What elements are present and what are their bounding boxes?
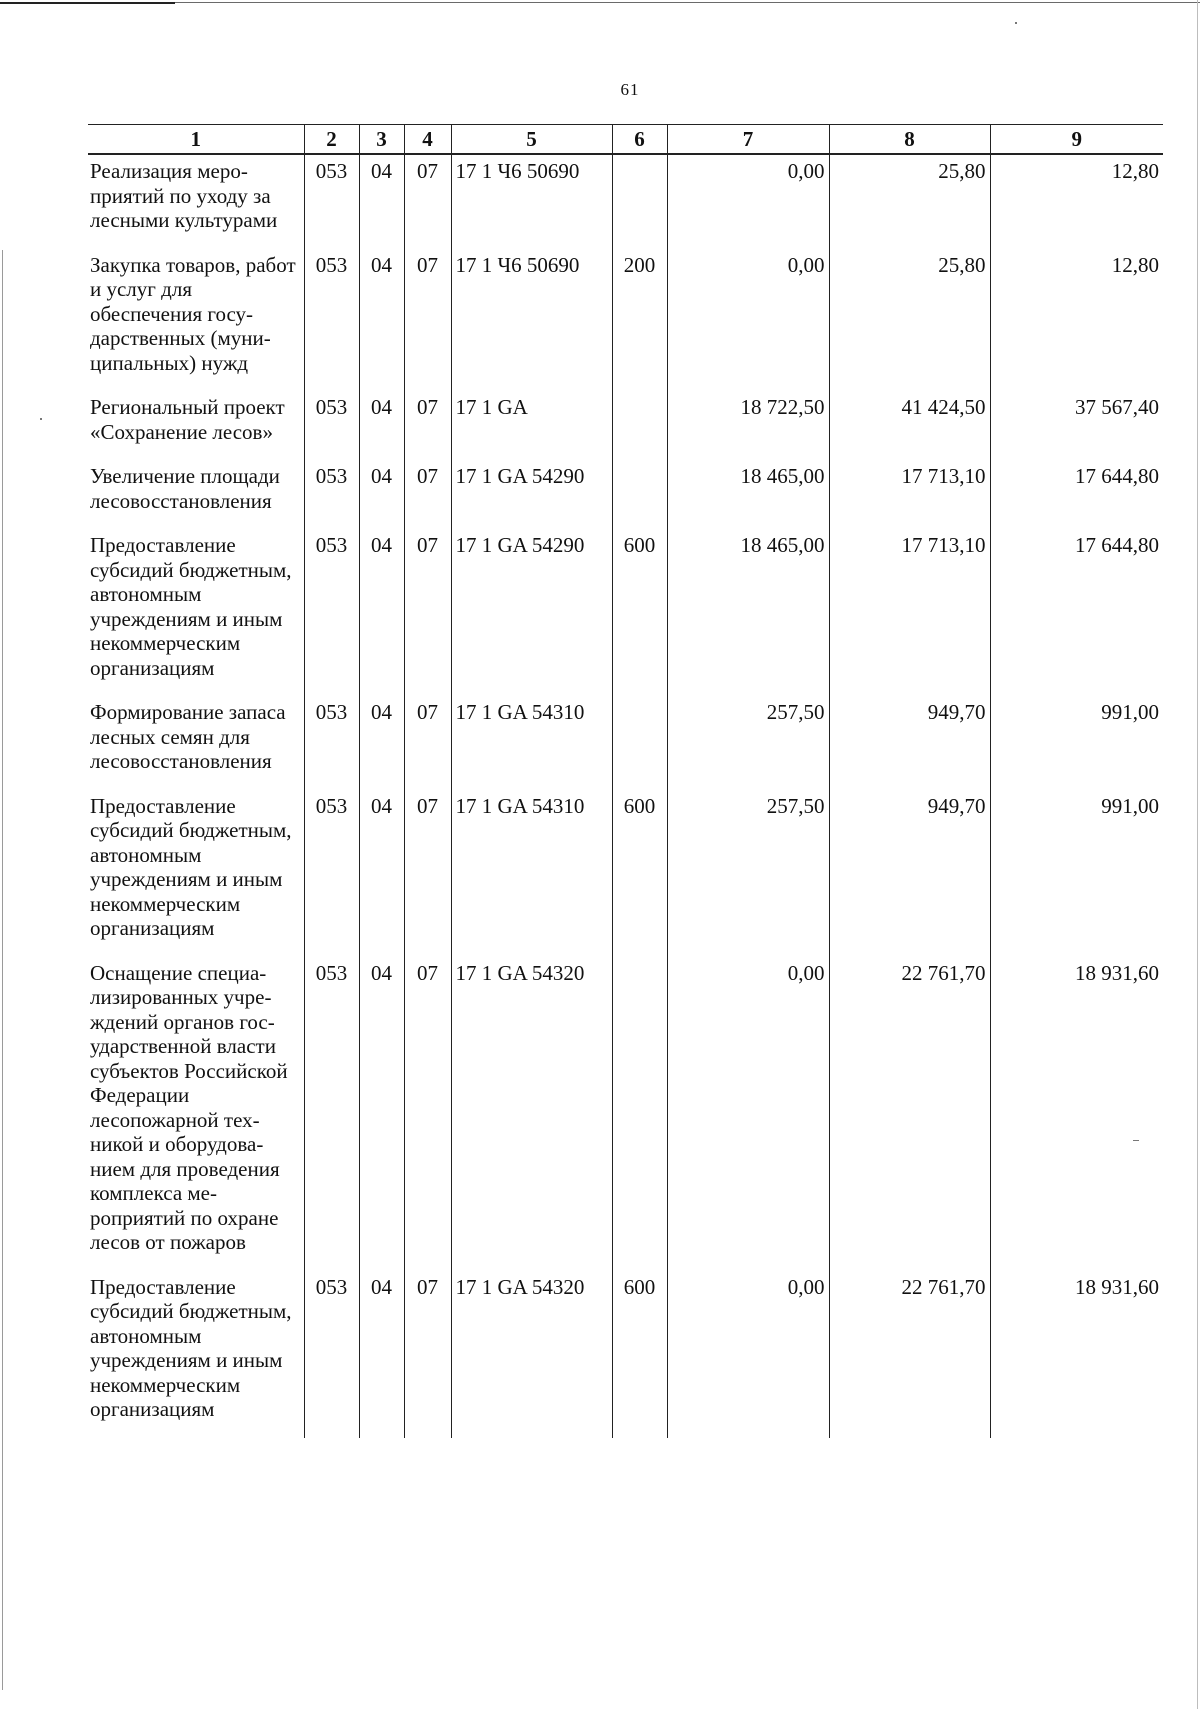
amount-col7: 257,50 [667,790,829,957]
ministry-code: 053 [304,391,359,460]
section-code: 04 [359,249,404,392]
subsection-code: 07 [404,957,451,1271]
amount-col8: 17 713,10 [829,460,990,529]
table-row [88,1271,1163,1438]
item-name: Оснащение специализированных учреждений органов государственной власти субъектов Российской Федерации лесопожарной техникой и оборудованием для проведения комплекса мероприятий по охране лесов от пожаров [90,960,288,1254]
table-header-row [88,125,1163,155]
column-header: 6 [612,125,667,155]
column-header: 8 [829,125,990,155]
table-row [88,460,1163,529]
section-code: 04 [359,1271,404,1438]
section-code: 04 [359,154,404,249]
column-header: 9 [990,125,1163,155]
column-header: 7 [667,125,829,155]
item-name: Предоставление субсидий бюджетным, автономным учреждениям и иным некоммерческим организациям [90,1274,292,1421]
table-row [88,154,1163,249]
column-header: 1 [88,125,304,155]
expense-type-code [612,696,667,790]
amount-col8: 22 761,70 [829,1271,990,1438]
amount-col9: 12,80 [990,154,1163,249]
amount-col7: 257,50 [667,696,829,790]
amount-col7: 18 722,50 [667,391,829,460]
ministry-code: 053 [304,696,359,790]
expense-type-code: 600 [612,529,667,696]
amount-col7: 18 465,00 [667,529,829,696]
subsection-code: 07 [404,529,451,696]
subsection-code: 07 [404,1271,451,1438]
ministry-code: 053 [304,790,359,957]
subsection-code: 07 [404,154,451,249]
table-row [88,391,1163,460]
expense-type-code: 200 [612,249,667,392]
amount-col7: 0,00 [667,249,829,392]
scan-border-line [0,2,1200,3]
budget-table [88,124,1163,1438]
table-row [88,529,1163,696]
ministry-code: 053 [304,957,359,1271]
subsection-code: 07 [404,460,451,529]
target-code: 17 1 GA 54320 [451,1271,612,1438]
item-name: Предоставление субсидий бюджетным, автономным учреждениям и иным некоммерческим организациям [90,533,292,680]
section-code: 04 [359,790,404,957]
ministry-code: 053 [304,1271,359,1438]
scan-edge-left [2,250,3,1690]
subsection-code: 07 [404,696,451,790]
target-code: 17 1 GA [451,391,612,460]
subsection-code: 07 [404,790,451,957]
expense-type-code [612,154,667,249]
amount-col9: 991,00 [990,696,1163,790]
page-number: 61 [620,80,640,99]
ministry-code: 053 [304,249,359,392]
subsection-code: 07 [404,249,451,392]
section-code: 04 [359,696,404,790]
section-code: 04 [359,957,404,1271]
amount-col7: 0,00 [667,957,829,1271]
item-name: Формирование запаса лесных семян для лесовосстановления [90,700,286,773]
amount-col9: 17 644,80 [990,529,1163,696]
amount-col9: 18 931,60 [990,1271,1163,1438]
target-code: 17 1 GA 54310 [451,790,612,957]
amount-col9: 12,80 [990,249,1163,392]
target-code: 17 1 GA 54310 [451,696,612,790]
amount-col9: 18 931,60 [990,957,1163,1271]
item-name: Увеличение площади лесовосстановления [90,464,280,513]
ministry-code: 053 [304,529,359,696]
ministry-code: 053 [304,460,359,529]
scan-speck [1015,22,1017,24]
expense-type-code: 600 [612,790,667,957]
expense-type-code [612,460,667,529]
amount-col8: 25,80 [829,249,990,392]
subsection-code: 07 [404,391,451,460]
amount-col7: 18 465,00 [667,460,829,529]
scan-border-mark [0,2,175,4]
section-code: 04 [359,529,404,696]
scan-edge-right [1197,0,1198,1709]
amount-col8: 25,80 [829,154,990,249]
table-row [88,696,1163,790]
target-code: 17 1 Ч6 50690 [451,154,612,249]
scan-speck [40,418,42,420]
target-code: 17 1 Ч6 50690 [451,249,612,392]
amount-col7: 0,00 [667,1271,829,1438]
amount-col8: 949,70 [829,790,990,957]
amount-col9: 17 644,80 [990,460,1163,529]
target-code: 17 1 GA 54320 [451,957,612,1271]
amount-col8: 41 424,50 [829,391,990,460]
target-code: 17 1 GA 54290 [451,460,612,529]
column-header: 5 [451,125,612,155]
column-header: 4 [404,125,451,155]
ministry-code: 053 [304,154,359,249]
item-name: Предоставление субсидий бюджетным, автономным учреждениям и иным некоммерческим организациям [90,793,292,940]
item-name: Реализация мероприятий по уходу за лесными культурами [90,159,278,232]
expense-type-code [612,391,667,460]
target-code: 17 1 GA 54290 [451,529,612,696]
table-row [88,790,1163,957]
table-row [88,957,1163,1271]
section-code: 04 [359,460,404,529]
table-row [88,249,1163,392]
amount-col9: 991,00 [990,790,1163,957]
section-code: 04 [359,391,404,460]
expense-type-code [612,957,667,1271]
column-header: 2 [304,125,359,155]
amount-col8: 22 761,70 [829,957,990,1271]
amount-col7: 0,00 [667,154,829,249]
amount-col8: 17 713,10 [829,529,990,696]
item-name: Региональный проект «Сохранение лесов» [90,395,285,444]
item-name: Закупка товаров, работ и услуг для обеспечения государственных (муниципальных) нужд [90,252,296,375]
amount-col8: 949,70 [829,696,990,790]
column-header: 3 [359,125,404,155]
amount-col9: 37 567,40 [990,391,1163,460]
expense-type-code: 600 [612,1271,667,1438]
